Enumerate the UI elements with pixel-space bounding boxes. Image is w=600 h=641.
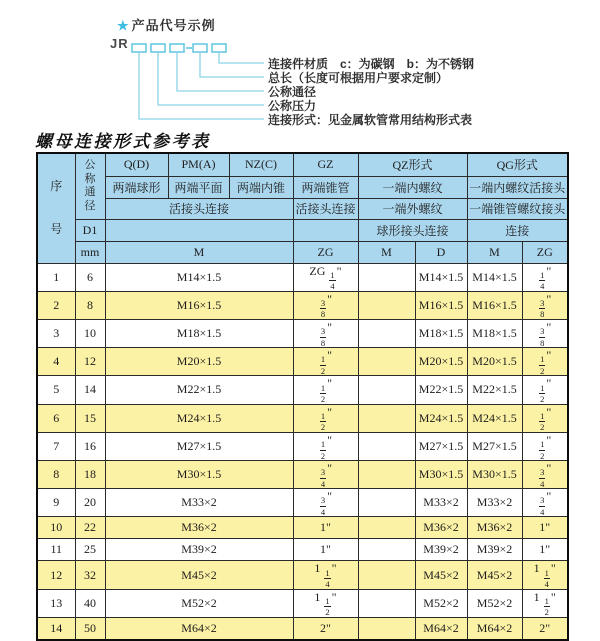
cell-dn: 20: [75, 489, 105, 517]
cell-qz_m: [358, 348, 415, 376]
table-row: [37, 291, 568, 319]
cell-qg_m: M18×1.5: [467, 319, 522, 347]
cell-qz_m: [358, 432, 415, 460]
table-row: [37, 432, 568, 460]
table-row: [37, 404, 568, 432]
cell-gz: ZG $\frac{1}{4}$ ": [293, 263, 358, 291]
callout-label-diameter: 公称通径: [268, 85, 317, 99]
header-d1: D1: [75, 219, 105, 241]
cell-qz_d: M52×2: [415, 589, 467, 617]
star-icon: ★: [117, 18, 130, 33]
cell-qz_m: [358, 539, 415, 561]
header-sub-qd: 两端球形: [105, 176, 168, 198]
header-form-gz: GZ: [293, 153, 358, 176]
cell-gz: 2": [293, 617, 358, 640]
callout-line-3: [177, 52, 264, 91]
header-dn: 公称通径: [75, 153, 105, 219]
header-taper-joint: 一端锥管螺纹接头: [467, 198, 568, 219]
cell-qz_m: [358, 319, 415, 347]
cell-qg_m: M27×1.5: [467, 432, 522, 460]
diagram-title-text: 产品代号示例: [131, 18, 216, 33]
header-sub-qz: 一端内螺纹: [358, 176, 467, 198]
cell-qz_d: M33×2: [415, 489, 467, 517]
cell-dn: 12: [75, 348, 105, 376]
code-box-3: [170, 44, 184, 52]
table-row: [37, 617, 568, 640]
cell-gz: $\frac{1}{2}$ ": [293, 404, 358, 432]
cell-m: M36×2: [105, 517, 293, 539]
cell-qg_zg: 1": [522, 517, 568, 539]
cell-qg_m: M16×1.5: [467, 291, 522, 319]
cell-dn: 10: [75, 319, 105, 347]
cell-qg_zg: 2": [522, 617, 568, 640]
callout-label-connection: 连接形式：见金属软管常用结构形式表: [268, 113, 473, 127]
empty-cell: [293, 219, 358, 241]
callout-line-2: [200, 52, 264, 77]
cell-qz_d: M30×1.5: [415, 461, 467, 489]
cell-qg_m: M14×1.5: [467, 263, 522, 291]
nut-connection-table: [36, 152, 569, 641]
cell-qg_m: M36×2: [467, 517, 522, 539]
cell-qg_zg: $\frac{1}{2}$ ": [522, 404, 568, 432]
cell-gz: 1": [293, 539, 358, 561]
cell-dn: 14: [75, 376, 105, 404]
cell-qg_m: M39×2: [467, 539, 522, 561]
cell-gz: 1 $\frac{1}{4}$ ": [293, 561, 358, 589]
cell-qz_d: M64×2: [415, 617, 467, 640]
header-row-d1: [37, 219, 568, 241]
cell-qg_m: M64×2: [467, 617, 522, 640]
cell-m: M16×1.5: [105, 291, 293, 319]
cell-no: 9: [37, 489, 75, 517]
cell-qg_zg: $\frac{1}{2}$ ": [522, 432, 568, 460]
header-sub-pma: 两端平面: [168, 176, 229, 198]
table-row: [37, 376, 568, 404]
cell-m: M30×1.5: [105, 461, 293, 489]
cell-qg_m: M22×1.5: [467, 376, 522, 404]
header-ext-thread: 一端外螺纹: [358, 198, 467, 219]
header-unit-zg2: ZG: [522, 241, 568, 263]
cell-qg_m: M45×2: [467, 561, 522, 589]
header-row-subforms: [37, 176, 568, 198]
cell-gz: $\frac{1}{2}$ ": [293, 376, 358, 404]
callout-line-1: [219, 52, 264, 63]
cell-qz_d: M20×1.5: [415, 348, 467, 376]
cell-gz: $\frac{3}{8}$ ": [293, 291, 358, 319]
table-title: 螺母连接形式参考表: [35, 132, 211, 152]
cell-dn: 22: [75, 517, 105, 539]
cell-qg_zg: $\frac{3}{8}$ ": [522, 291, 568, 319]
cell-qz_m: [358, 461, 415, 489]
header-ball-joint: 球形接头连接: [358, 219, 467, 241]
cell-qg_m: M20×1.5: [467, 348, 522, 376]
cell-no: 13: [37, 589, 75, 617]
cell-gz: $\frac{3}{4}$ ": [293, 461, 358, 489]
cell-gz: 1 $\frac{1}{2}$ ": [293, 589, 358, 617]
cell-qz_m: [358, 617, 415, 640]
header-serial: 序号: [37, 153, 75, 263]
header-sub-qg: 一端内螺纹活接头: [467, 176, 568, 198]
table-row: [37, 461, 568, 489]
cell-no: 4: [37, 348, 75, 376]
cell-qz_d: M24×1.5: [415, 404, 467, 432]
callout-label-pressure: 公称压力: [268, 99, 317, 113]
header-mm: mm: [75, 241, 105, 263]
table-row: [37, 589, 568, 617]
header-unit-d: D: [415, 241, 467, 263]
cell-qz_m: [358, 263, 415, 291]
empty-cell: [105, 219, 293, 241]
header-unit-zg1: ZG: [293, 241, 358, 263]
cell-m: M22×1.5: [105, 376, 293, 404]
cell-qz_m: [358, 489, 415, 517]
cell-no: 7: [37, 432, 75, 460]
table-row: [37, 319, 568, 347]
cell-qz_m: [358, 561, 415, 589]
cell-qg_zg: $\frac{3}{4}$ ": [522, 461, 568, 489]
table-row: [37, 517, 568, 539]
table-row: [37, 561, 568, 589]
cell-dn: 32: [75, 561, 105, 589]
header-union-left: 活接头连接: [105, 198, 293, 219]
cell-m: M52×2: [105, 589, 293, 617]
cell-dn: 40: [75, 589, 105, 617]
code-box-5: [212, 44, 226, 52]
cell-qz_m: [358, 404, 415, 432]
header-unit-m3: M: [467, 241, 522, 263]
cell-gz: $\frac{1}{2}$ ": [293, 348, 358, 376]
callout-line-4: [158, 52, 264, 105]
cell-no: 10: [37, 517, 75, 539]
cell-m: M64×2: [105, 617, 293, 640]
header-unit-m2: M: [358, 241, 415, 263]
callout-label-length: 总长（长度可根据用户要求定制）: [268, 71, 449, 85]
diagram-title: [117, 15, 216, 34]
cell-qg_zg: 1 $\frac{1}{2}$ ": [522, 589, 568, 617]
header-form-nzc: NZ(C): [229, 153, 293, 176]
header-row-units: [37, 241, 568, 263]
cell-m: M20×1.5: [105, 348, 293, 376]
cell-qz_d: M36×2: [415, 517, 467, 539]
cell-m: M27×1.5: [105, 432, 293, 460]
code-prefix: JR: [110, 36, 129, 51]
cell-no: 11: [37, 539, 75, 561]
cell-gz: $\frac{1}{2}$ ": [293, 432, 358, 460]
cell-no: 12: [37, 561, 75, 589]
table-row: [37, 263, 568, 291]
cell-qz_d: M14×1.5: [415, 263, 467, 291]
cell-qg_zg: $\frac{3}{4}$ ": [522, 489, 568, 517]
cell-dn: 25: [75, 539, 105, 561]
cell-qz_d: M22×1.5: [415, 376, 467, 404]
cell-dn: 16: [75, 432, 105, 460]
header-form-qd: Q(D): [105, 153, 168, 176]
cell-m: M39×2: [105, 539, 293, 561]
header-sub-gz: 两端锥管: [293, 176, 358, 198]
header-row-forms: [37, 153, 568, 176]
cell-m: M45×2: [105, 561, 293, 589]
header-form-qz: QZ形式: [358, 153, 467, 176]
cell-no: 1: [37, 263, 75, 291]
cell-m: M14×1.5: [105, 263, 293, 291]
table-row: [37, 348, 568, 376]
cell-qz_m: [358, 517, 415, 539]
header-row-connection: [37, 198, 568, 219]
cell-m: M18×1.5: [105, 319, 293, 347]
cell-gz: 1": [293, 517, 358, 539]
header-connect: 连接: [467, 219, 568, 241]
cell-dn: 18: [75, 461, 105, 489]
cell-dn: 8: [75, 291, 105, 319]
cell-m: M24×1.5: [105, 404, 293, 432]
cell-no: 8: [37, 461, 75, 489]
callout-label-material: 连接件材质 c：为碳钢 b：为不锈钢: [268, 57, 475, 71]
cell-qz_m: [358, 291, 415, 319]
cell-no: 2: [37, 291, 75, 319]
header-union-gz: 活接头连接: [293, 198, 358, 219]
cell-no: 5: [37, 376, 75, 404]
cell-qz_m: [358, 589, 415, 617]
cell-qg_zg: 1": [522, 539, 568, 561]
code-box-4: [193, 44, 207, 52]
cell-qg_zg: $\frac{1}{4}$ ": [522, 263, 568, 291]
cell-qg_zg: $\frac{1}{2}$ ": [522, 376, 568, 404]
cell-dn: 15: [75, 404, 105, 432]
cell-dn: 50: [75, 617, 105, 640]
header-form-pma: PM(A): [168, 153, 229, 176]
cell-gz: $\frac{3}{8}$ ": [293, 319, 358, 347]
cell-no: 3: [37, 319, 75, 347]
cell-qg_m: M30×1.5: [467, 461, 522, 489]
cell-qg_zg: $\frac{1}{2}$ ": [522, 348, 568, 376]
cell-m: M33×2: [105, 489, 293, 517]
table-row: [37, 539, 568, 561]
table-body: [37, 263, 568, 640]
header-form-qg: QG形式: [467, 153, 568, 176]
cell-qz_d: M16×1.5: [415, 291, 467, 319]
cell-qz_d: M45×2: [415, 561, 467, 589]
cell-qg_m: M52×2: [467, 589, 522, 617]
cell-no: 14: [37, 617, 75, 640]
cell-qg_m: M33×2: [467, 489, 522, 517]
table-row: [37, 489, 568, 517]
code-box-2: [151, 44, 165, 52]
cell-qg_zg: 1 $\frac{1}{4}$ ": [522, 561, 568, 589]
cell-qg_zg: $\frac{3}{8}$ ": [522, 319, 568, 347]
header-sub-nzc: 两端内锥: [229, 176, 293, 198]
cell-qz_d: M18×1.5: [415, 319, 467, 347]
cell-gz: $\frac{3}{4}$ ": [293, 489, 358, 517]
cell-qz_d: M27×1.5: [415, 432, 467, 460]
cell-no: 6: [37, 404, 75, 432]
cell-dn: 6: [75, 263, 105, 291]
cell-qz_d: M39×2: [415, 539, 467, 561]
cell-qg_m: M24×1.5: [467, 404, 522, 432]
header-unit-m1: M: [105, 241, 293, 263]
cell-qz_m: [358, 376, 415, 404]
code-box-1: [132, 44, 146, 52]
